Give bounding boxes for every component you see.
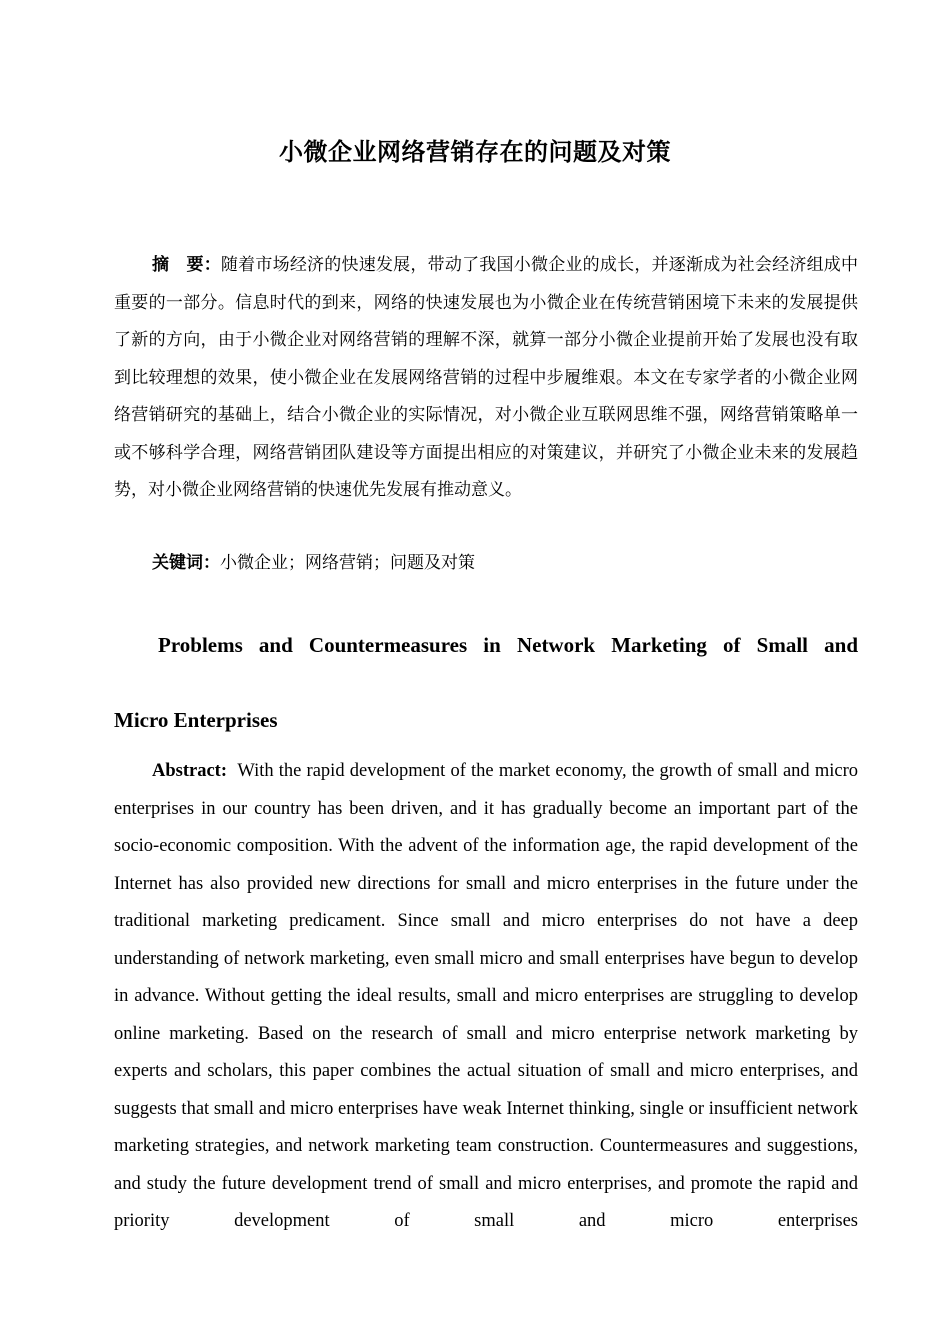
english-title-line-2: Micro Enterprises	[114, 708, 278, 732]
english-title-line-1: Problems and Countermeasures in Network Marketing of Small and	[158, 633, 858, 657]
english-title	[114, 628, 858, 758]
english-abstract-text: With the rapid development of the market economy, the growth of small and micro enterprises in our country has been driven, and it has gradually become an important part of the socio-economic composition. With the advent of the information age, the rapid development of the Internet has also provided new directions for small and micro enterprises in the future under the traditional marketing predicament. Since small and micro enterprises do not have a deep understanding of network marketing, even small micro and small enterprises have begun to develop in advance. Without getting the ideal results, small and micro enterprises are struggling to develop online marketing. Based on the research of small and micro enterprise network marketing by experts and scholars, this paper combines the actual situation of small and micro enterprises, and suggests that small and micro enterprises have weak Internet thinking, single or insufficient network marketing strategies, and network marketing team construction. Countermeasures and suggestions, and study the future development trend of small and micro enterprises, and promote the rapid and priority development of small and micro enterprises	[114, 761, 858, 1231]
chinese-title: 小微企业网络营销存在的问题及对策	[279, 138, 671, 166]
chinese-keywords-text: 小微企业；网络营销；问题及对策	[220, 553, 475, 573]
chinese-abstract	[114, 247, 858, 510]
chinese-keywords-label: 关键词	[152, 553, 203, 573]
chinese-abstract-label: 摘 要	[152, 255, 204, 275]
chinese-keywords	[114, 545, 858, 583]
english-abstract	[114, 753, 858, 1241]
chinese-abstract-separator: ：	[203, 255, 221, 275]
chinese-abstract-text: 随着市场经济的快速发展，带动了我国小微企业的成长，并逐渐成为社会经济组成中重要的一部分。信息时代的到来，网络的快速发展也为小微企业在传统营销困境下未来的发展提供了新的方向，由于小微企业对网络营销的理解不深，就算一部分小微企业提前开始了发展也没有取到比较理想的效果，使小微企业在发展网络营销的过程中步履维艰。本文在专家学者的小微企业网络营销研究的基础上，结合小微企业的实际情况，对小微企业互联网思维不强，网络营销策略单一或不够科学合理，网络营销团队建设等方面提出相应的对策建议，并研究了小微企业未来的发展趋势，对小微企业网络营销的快速优先发展有推动意义。	[114, 255, 859, 500]
english-abstract-label: Abstract:	[152, 761, 228, 781]
chinese-keywords-separator: ：	[203, 553, 220, 573]
